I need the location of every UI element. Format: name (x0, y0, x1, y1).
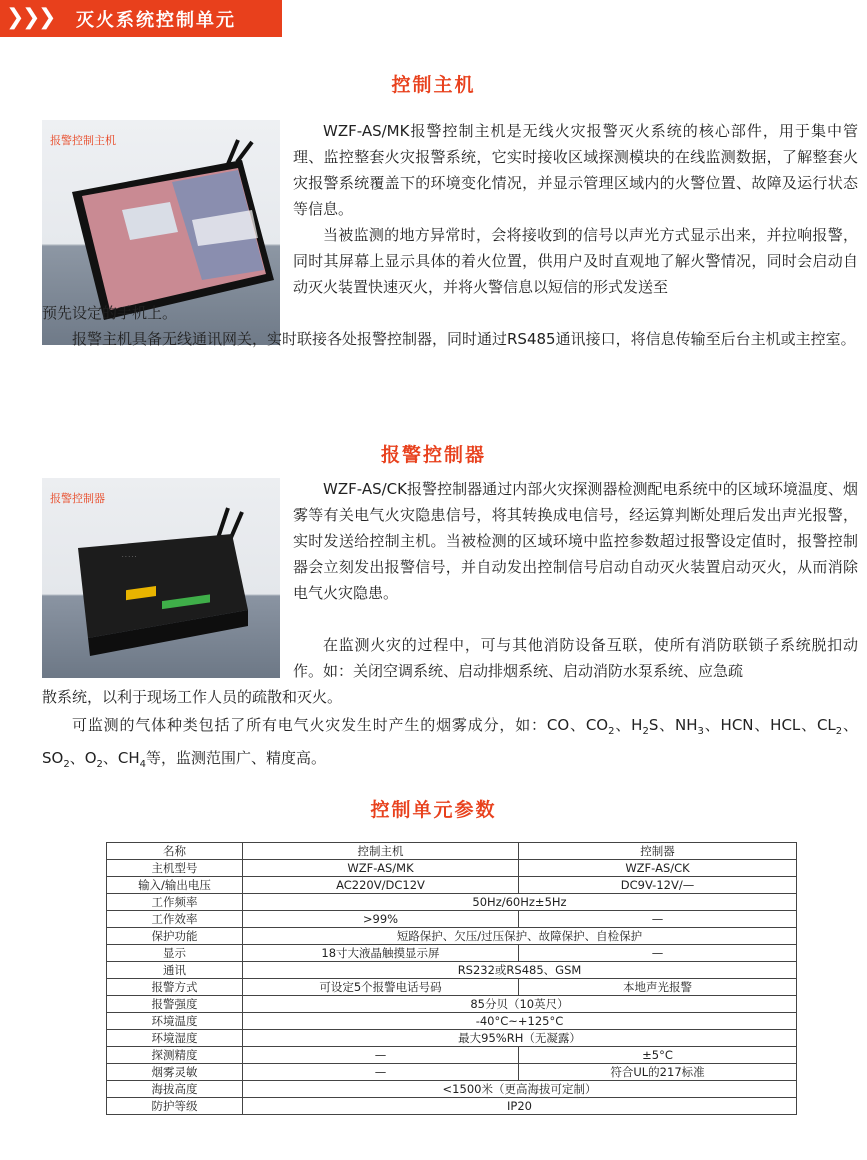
table-header-cell: 控制器 (519, 843, 797, 860)
chevron-right-icon: ❯ (6, 5, 25, 30)
table-cell: >99% (243, 911, 519, 928)
table-cell: 85分贝（10英尺） (243, 996, 797, 1013)
table-cell: 工作效率 (107, 911, 243, 928)
controller-paragraph-2b: 散系统，以利于现场工作人员的疏散和灭火。 (42, 688, 343, 706)
table-header-cell: 名称 (107, 843, 243, 860)
table-cell: -40°C~+125°C (243, 1013, 797, 1030)
table-row (107, 1064, 797, 1081)
controller-product-image (42, 478, 280, 678)
table-cell: 主机型号 (107, 860, 243, 877)
table-cell: 符合UL的217标准 (519, 1064, 797, 1081)
host-paragraph-2a: 当被监测的地方异常时，会将接收到的信号以声光方式显示出来，并拉响报警，同时其屏幕上显示具体的着火位置，供用户及时直观地了解火警情况，同时会启动自动灭火装置快速灭火，并将火警信息以短信的形式发送至 (293, 226, 858, 296)
table-cell: DC9V-12V/— (519, 877, 797, 894)
spec-table (106, 842, 797, 1115)
host-paragraph-1: WZF-AS/MK报警控制主机是无线火灾报警灭火系统的核心部件，用于集中管理、监控整套火灾报警系统，它实时接收区域探测模块的在线监测数据，了解整套火灾报警系统覆盖下的环境变化情况，并显示管理区域内的火警位置、故障及运行状态等信息。 (293, 122, 858, 218)
table-header-cell: 控制主机 (243, 843, 519, 860)
table-cell: RS232或RS485、GSM (243, 962, 797, 979)
table-cell: 探测精度 (107, 1047, 243, 1064)
table-cell: 工作频率 (107, 894, 243, 911)
table-row (107, 860, 797, 877)
host-image-label: 报警控制主机 (50, 134, 116, 147)
chevron-right-icon: ❯ (22, 5, 41, 30)
chevron-right-icon: ❯ (38, 5, 57, 30)
table-cell: AC220V/DC12V (243, 877, 519, 894)
table-cell: IP20 (243, 1098, 797, 1115)
table-cell: 海拔高度 (107, 1081, 243, 1098)
table-row (107, 979, 797, 996)
table-cell: — (519, 945, 797, 962)
table-row (107, 996, 797, 1013)
controller-paragraph-1: WZF-AS/CK报警控制器通过内部火灾探测器检测配电系统中的区域环境温度、烟雾等有关电气火灾隐患信号，将其转换成电信号，经运算判断处理后发出声光报警，实时发送给控制主机。当被检测的区域环境中监控参数超过报警设定值时，报警控制器会立刻发出报警信号，并自动发出控制信号启动自动灭火装置启动灭火，从而消除电气火灾隐患。 (293, 480, 858, 602)
table-row (107, 1098, 797, 1115)
table-cell: 最大95%RH（无凝露） (243, 1030, 797, 1047)
svg-text:· · · · ·: · · · · · (122, 554, 137, 560)
table-cell: 环境温度 (107, 1013, 243, 1030)
table-cell: 烟雾灵敏 (107, 1064, 243, 1081)
table-row (107, 1030, 797, 1047)
table-row (107, 945, 797, 962)
table-row (107, 1047, 797, 1064)
section-title-params: 控制单元参数 (370, 799, 497, 821)
table-cell: 报警强度 (107, 996, 243, 1013)
table-cell: 本地声光报警 (519, 979, 797, 996)
table-cell: 环境湿度 (107, 1030, 243, 1047)
table-cell: WZF-AS/MK (243, 860, 519, 877)
section-title-controller: 报警控制器 (380, 444, 486, 466)
table-cell: 输入/输出电压 (107, 877, 243, 894)
table-cell: 可设定5个报警电话号码 (243, 979, 519, 996)
host-paragraph-3: 报警主机具备无线通讯网关，实时联接各处报警控制器，同时通过RS485通讯接口，将信息传输至后台主机或主控室。 (72, 330, 856, 348)
table-cell: 18寸大液晶触摸显示屏 (243, 945, 519, 962)
table-row (107, 1013, 797, 1030)
table-row (107, 877, 797, 894)
section-title-host: 控制主机 (391, 74, 476, 96)
table-cell: — (243, 1064, 519, 1081)
controller-paragraph-2a: 在监测火灾的过程中，可与其他消防设备互联，使所有消防联锁子系统脱扣动作。如：关闭空调系统、启动排烟系统、启动消防水泵系统、应急疏 (293, 636, 858, 680)
table-cell: 50Hz/60Hz±5Hz (243, 894, 797, 911)
table-header-row (107, 843, 797, 860)
table-cell: ±5°C (519, 1047, 797, 1064)
table-row (107, 911, 797, 928)
table-cell: 通讯 (107, 962, 243, 979)
table-cell: <1500米（更高海拔可定制） (243, 1081, 797, 1098)
section-header-bar (0, 0, 282, 37)
table-row (107, 894, 797, 911)
table-cell: 短路保护、欠压/过压保护、故障保护、自检保护 (243, 928, 797, 945)
host-paragraph-2b: 预先设定的手机上。 (42, 304, 178, 322)
table-row (107, 1081, 797, 1098)
table-row (107, 928, 797, 945)
table-cell: 防护等级 (107, 1098, 243, 1115)
controller-image-label: 报警控制器 (50, 492, 105, 505)
header-title: 灭火系统控制单元 (76, 10, 236, 31)
table-cell: 报警方式 (107, 979, 243, 996)
table-cell: 显示 (107, 945, 243, 962)
table-cell: WZF-AS/CK (519, 860, 797, 877)
table-cell: 保护功能 (107, 928, 243, 945)
table-cell: — (243, 1047, 519, 1064)
table-cell: — (519, 911, 797, 928)
controller-paragraph-3: 可监测的气体种类包括了所有电气火灾发生时产生的烟雾成分，如：CO、$CO_2$、$H_2S$、$NH_3$、HCN、HCL、$CL_2$、$SO_2$、$O_2$、$CH_4$等，监测范围广、精度高。 (42, 716, 859, 770)
table-row (107, 962, 797, 979)
